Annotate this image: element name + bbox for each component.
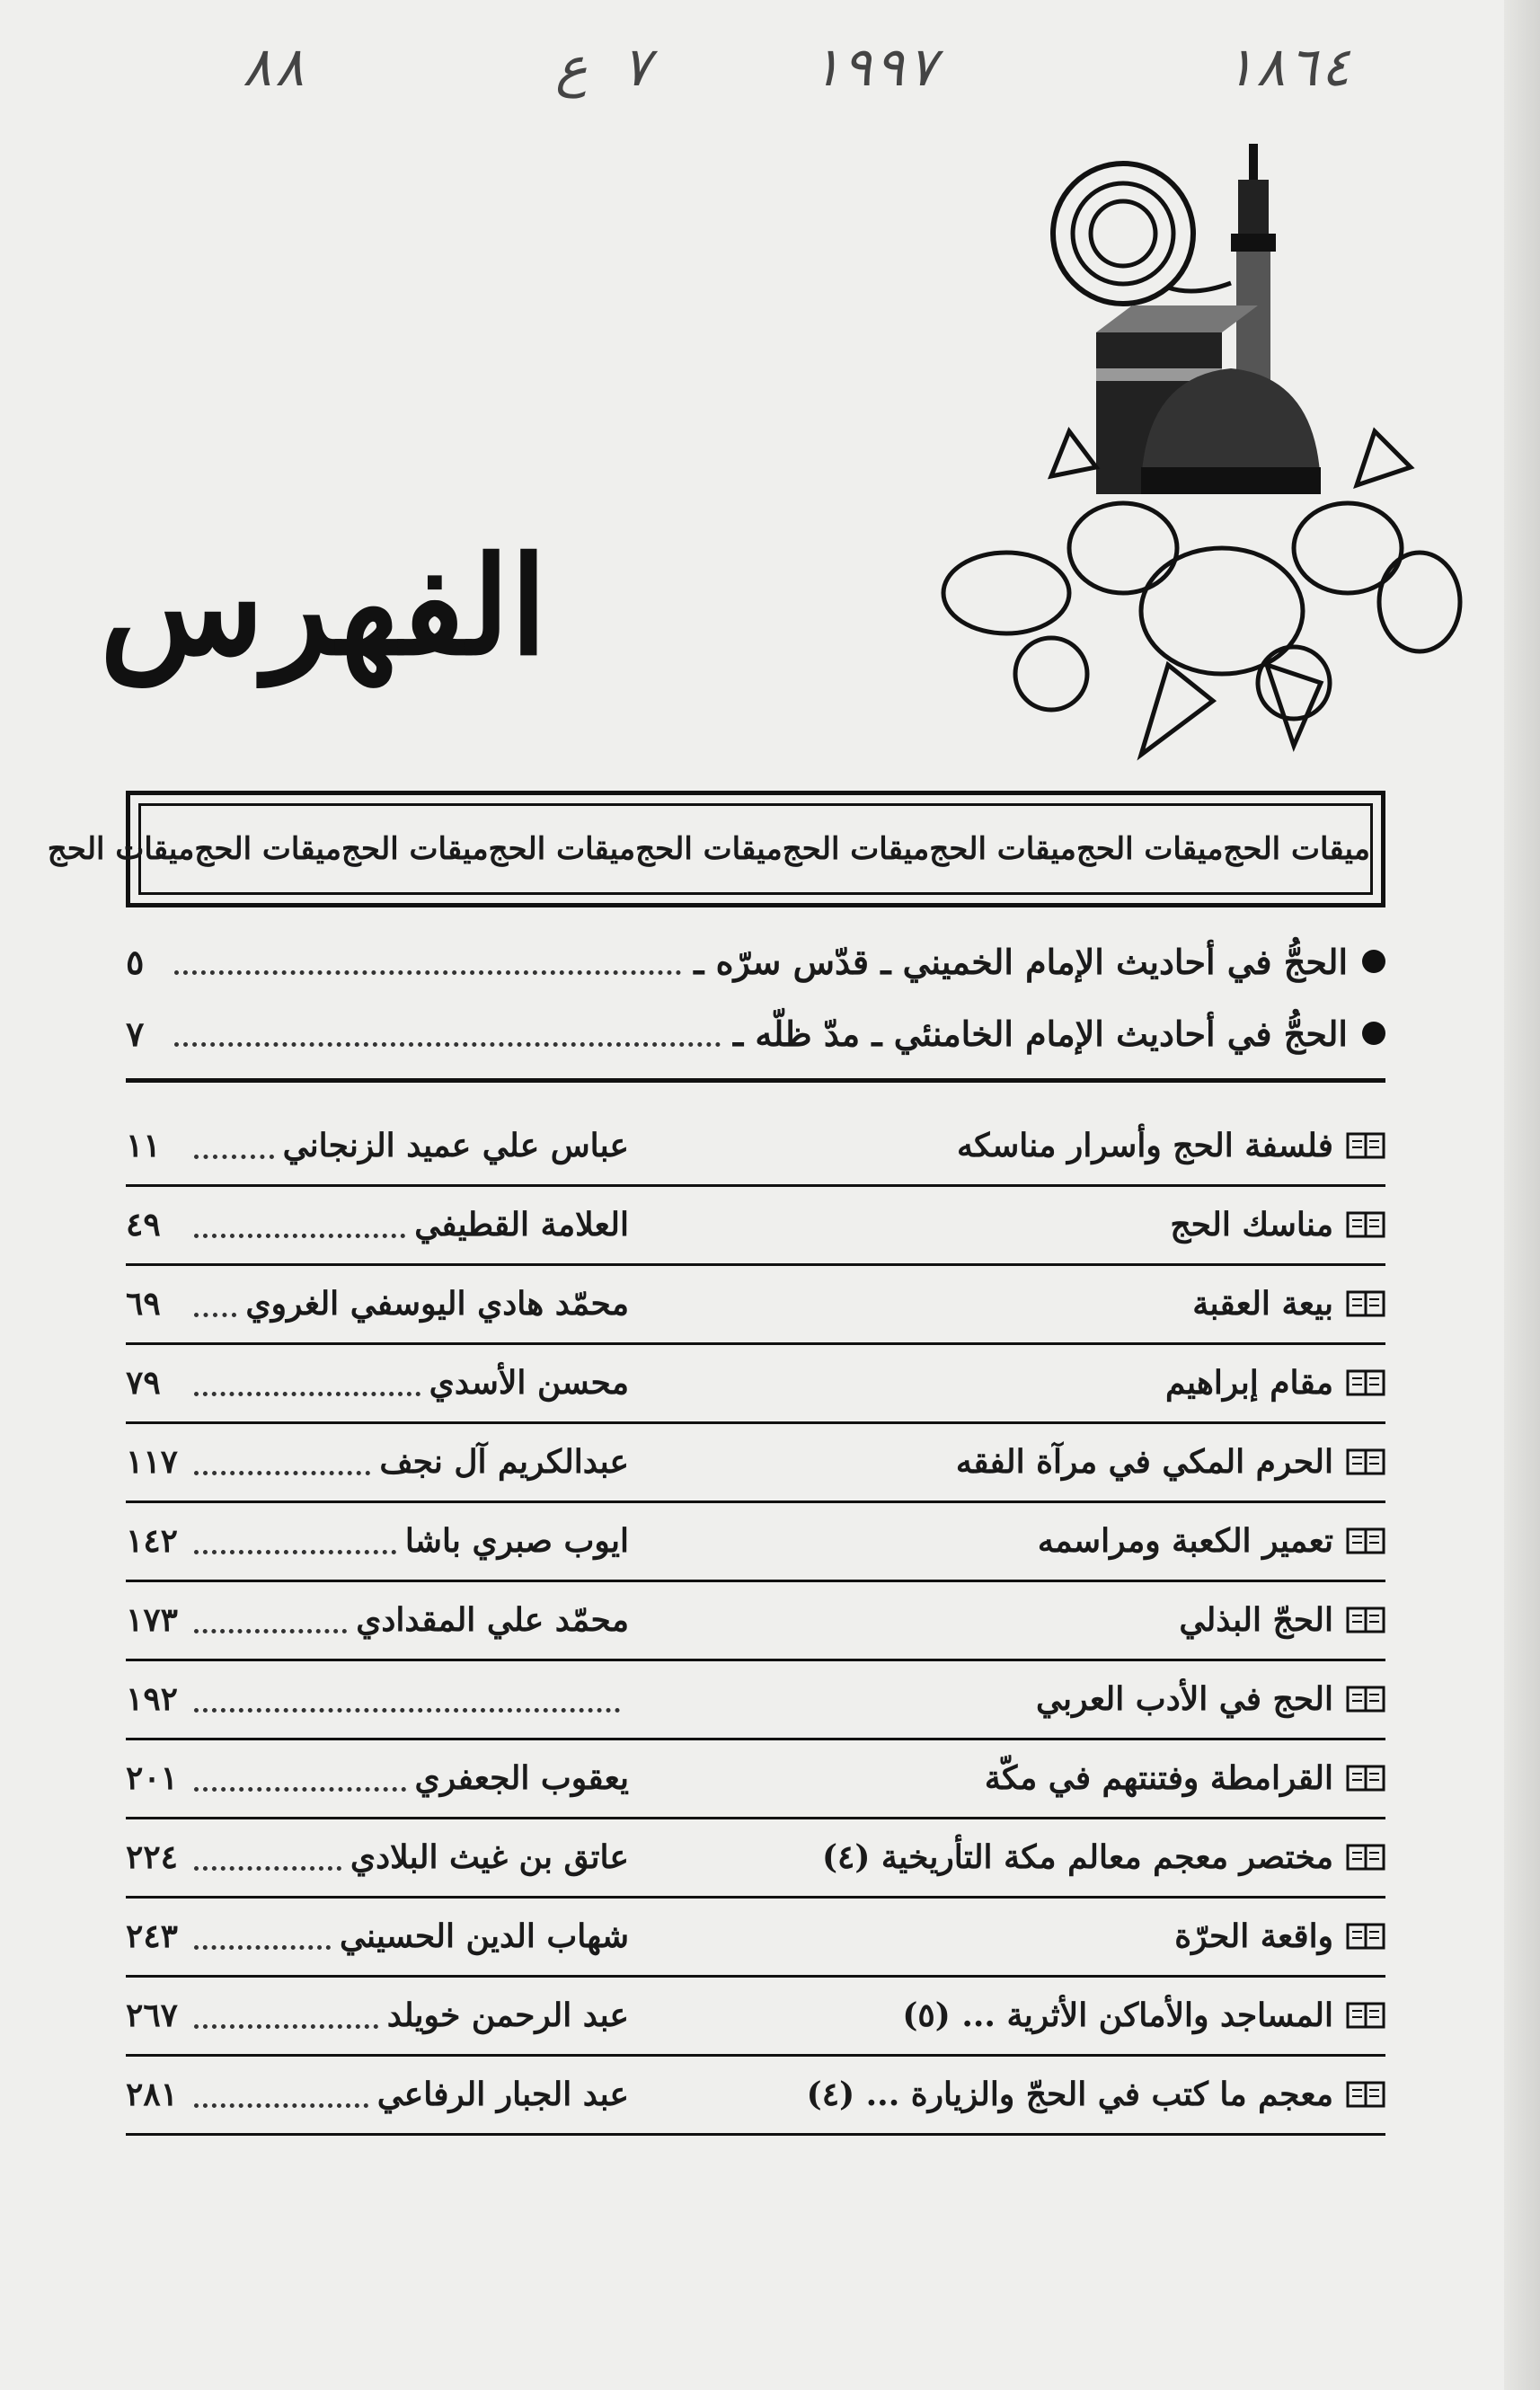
table-row[interactable] [126, 1978, 1385, 2057]
article-title: مناسك الحج [1170, 1206, 1333, 1244]
table-row[interactable] [126, 1740, 1385, 1819]
article-title: الحج في الأدب العربي [1036, 1680, 1333, 1718]
author-name: محمّد هادي اليوسفي الغروي [245, 1285, 629, 1323]
author-name: عباس علي عميد الزنجاني [282, 1127, 629, 1164]
article-cell [739, 1503, 1385, 1579]
table-row[interactable] [126, 1187, 1385, 1266]
book-icon [1346, 1368, 1385, 1398]
author-name: عاتق بن غيث البلادي [350, 1838, 629, 1876]
page-title: الفهرس [99, 527, 548, 686]
banner-text: ميقات الحج [341, 831, 489, 867]
leader-dots [194, 1392, 420, 1396]
article-cell [739, 2057, 1385, 2132]
article-cell [739, 1424, 1385, 1500]
handwritten-note: ١٨٦٤ [1222, 36, 1352, 99]
page-number: ٢٤٣ [126, 1917, 179, 1955]
banner-text: ميقات الحج [929, 831, 1076, 867]
table-row[interactable] [126, 1819, 1385, 1899]
article-cell [739, 1819, 1385, 1895]
lead-item[interactable] [126, 925, 1385, 997]
toc-list [126, 1108, 1385, 2136]
book-icon [1346, 1288, 1385, 1319]
author-cell [126, 2057, 629, 2132]
author-cell [126, 1503, 629, 1579]
author-cell [126, 1108, 629, 1183]
author-name: عبد الرحمن خويلد [386, 1996, 629, 2034]
banner-text: ميقات الحج [635, 831, 783, 867]
book-icon [1346, 1526, 1385, 1556]
leader-dots [194, 1866, 341, 1871]
page-number: ٢٦٧ [126, 1996, 179, 2034]
book-icon [1346, 1763, 1385, 1793]
lead-item[interactable] [126, 997, 1385, 1069]
article-title: الحرم المكي في مرآة الفقه [955, 1443, 1333, 1481]
author-name: محمّد علي المقدادي [356, 1601, 629, 1639]
decorative-banner [47, 791, 1385, 907]
author-cell [126, 1582, 629, 1658]
author-cell [126, 1187, 629, 1262]
page-number: ١٩٢ [126, 1680, 179, 1718]
table-row[interactable] [126, 1899, 1385, 1978]
article-title: معجم ما كتب في الحجّ والزيارة ... (٤) [806, 2076, 1333, 2113]
article-title: واقعة الحرّة [1174, 1917, 1333, 1955]
author-cell [126, 1740, 629, 1816]
page-number: ٢٢٤ [126, 1838, 179, 1876]
leader-dots [194, 1629, 347, 1633]
book-icon [1346, 1209, 1385, 1240]
page-number: ٦٩ [126, 1285, 161, 1323]
article-cell [739, 1661, 1385, 1737]
leader-dots [194, 1471, 370, 1475]
author-name: شهاب الدين الحسيني [339, 1917, 629, 1955]
author-cell [126, 1424, 629, 1500]
leader-dots [174, 970, 681, 975]
author-cell [126, 1978, 629, 2053]
article-title: مقام إبراهيم [1165, 1364, 1333, 1402]
article-cell [739, 1582, 1385, 1658]
bullet-icon [1362, 1022, 1385, 1045]
table-row[interactable] [126, 1108, 1385, 1187]
article-title: القرامطة وفتنتهم في مكّة [984, 1759, 1333, 1797]
page-number: ٤٩ [126, 1206, 161, 1244]
article-cell [739, 1740, 1385, 1816]
article-cell [739, 1345, 1385, 1421]
leader-dots [194, 1945, 331, 1950]
page-edge-shadow [1504, 0, 1540, 2390]
leader-dots [194, 1708, 620, 1713]
book-icon [1346, 1684, 1385, 1714]
table-row[interactable] [126, 1424, 1385, 1503]
page-number: ٧ [126, 1013, 145, 1054]
book-icon [1346, 1921, 1385, 1952]
page-number: ١١ [126, 1127, 161, 1164]
author-cell [126, 1899, 629, 1974]
book-icon [1346, 1130, 1385, 1161]
banner-text: ميقات الحج [1223, 831, 1370, 867]
page-number: ٢٨١ [126, 2076, 179, 2113]
page-number: ٢٠١ [126, 1759, 179, 1797]
handwritten-note: ٧ ع [555, 36, 653, 99]
article-cell [739, 1108, 1385, 1183]
leader-dots [194, 1787, 406, 1792]
book-icon [1346, 2000, 1385, 2031]
table-row[interactable] [126, 1661, 1385, 1740]
author-name: محسن الأسدي [429, 1364, 629, 1402]
banner-text: ميقات الحج [488, 831, 636, 867]
author-cell [126, 1345, 629, 1421]
leader-dots [194, 1313, 236, 1317]
page-number: ١١٧ [126, 1443, 179, 1481]
author-name: عبد الجبار الرفاعي [376, 2076, 629, 2113]
leader-dots [194, 2024, 378, 2029]
table-row[interactable] [126, 1266, 1385, 1345]
leader-dots [194, 1234, 405, 1238]
article-title: بيعة العقبة [1192, 1285, 1333, 1323]
article-title: الحجّ البذلي [1179, 1601, 1333, 1639]
banner-text: ميقات الحج [47, 831, 195, 867]
article-title: المساجد والأماكن الأثرية ... (٥) [902, 1996, 1333, 2034]
author-name: عبدالكريم آل نجف [379, 1443, 629, 1481]
author-name: ايوب صبري باشا [404, 1522, 629, 1560]
banner-text: ميقات الحج [194, 831, 341, 867]
author-name: العلامة القطيفي [414, 1206, 629, 1244]
kaaba-mosque-emblem [872, 126, 1465, 773]
book-icon [1346, 1605, 1385, 1635]
article-cell [739, 1978, 1385, 2053]
handwritten-note: ٨٨ [241, 36, 306, 99]
book-icon [1346, 1842, 1385, 1872]
page-number: ٥ [126, 941, 145, 982]
lead-item-title: الحجُّ في أحاديث الإمام الخامنئي ـ مدّ ظلّه ـ [733, 1013, 1348, 1054]
page-number: ١٤٢ [126, 1522, 179, 1560]
article-title: مختصر معجم معالم مكة التأريخية (٤) [821, 1838, 1333, 1876]
author-cell [126, 1819, 629, 1895]
leader-dots [194, 1550, 396, 1554]
page-number: ٧٩ [126, 1364, 161, 1402]
author-name: يعقوب الجعفري [414, 1759, 629, 1797]
table-row[interactable] [126, 1345, 1385, 1424]
divider [126, 1078, 1385, 1083]
banner-text: ميقات الحج [1075, 831, 1224, 867]
table-row[interactable] [126, 1582, 1385, 1661]
bullet-icon [1362, 950, 1385, 973]
banner-text: ميقات الحج [782, 831, 930, 867]
leader-dots [194, 2103, 368, 2108]
author-cell [126, 1661, 629, 1737]
leader-dots [174, 1042, 721, 1047]
article-title: فلسفة الحج وأسرار مناسكه [956, 1127, 1333, 1164]
article-cell [739, 1266, 1385, 1341]
leader-dots [194, 1155, 274, 1159]
book-icon [1346, 1447, 1385, 1477]
page-number: ١٧٣ [126, 1601, 179, 1639]
article-title: تعمير الكعبة ومراسمه [1037, 1522, 1333, 1560]
handwritten-note: ١٩٩٧ [809, 36, 939, 99]
author-cell [126, 1266, 629, 1341]
table-row[interactable] [126, 1503, 1385, 1582]
lead-item-title: الحجُّ في أحاديث الإمام الخميني ـ قدّس سرّه ـ [694, 941, 1348, 982]
article-cell [739, 1187, 1385, 1262]
table-row[interactable] [126, 2057, 1385, 2136]
lead-items [126, 925, 1385, 1069]
article-cell [739, 1899, 1385, 1974]
book-icon [1346, 2079, 1385, 2110]
